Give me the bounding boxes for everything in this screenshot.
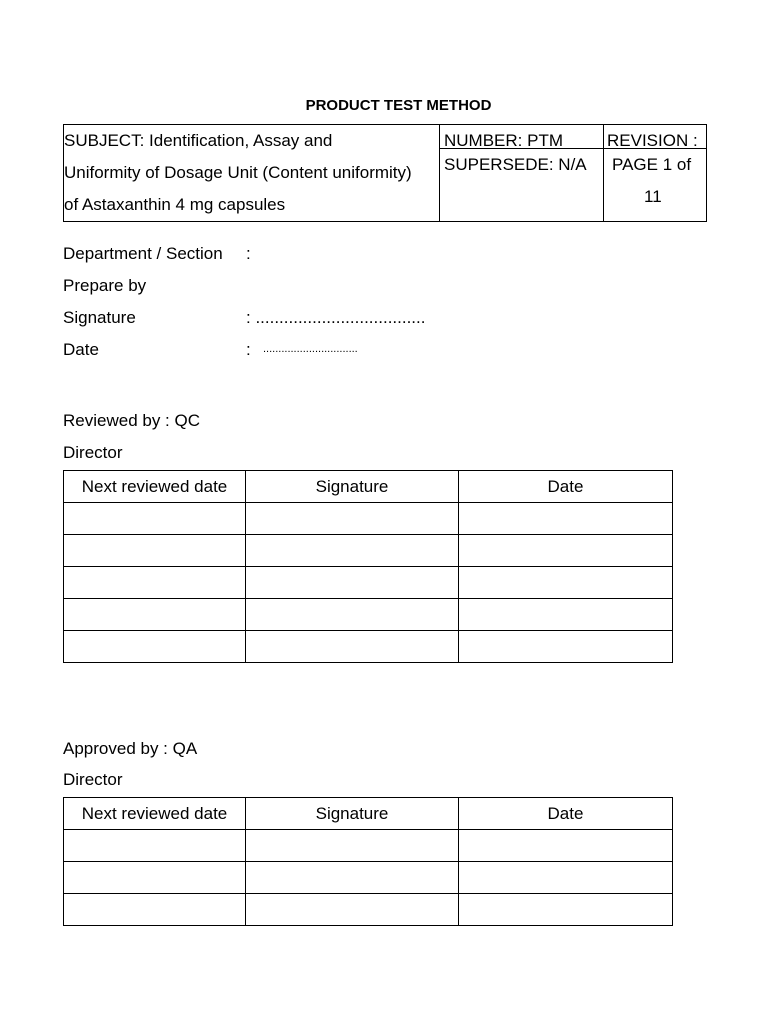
column-header: Next reviewed date [64,471,246,503]
table-cell[interactable] [246,631,459,663]
table-row [64,535,673,567]
table-cell[interactable] [64,894,246,926]
department-separator: : [246,244,251,263]
table-cell[interactable] [64,631,246,663]
document-title: PRODUCT TEST METHOD [305,97,492,114]
table-cell[interactable] [246,830,459,862]
table-cell[interactable] [64,862,246,894]
table-cell[interactable] [64,830,246,862]
signature-label: Signature [63,308,136,327]
table-cell[interactable] [459,535,673,567]
table-cell[interactable] [459,567,673,599]
header-divider [439,125,440,221]
table-cell[interactable] [459,599,673,631]
signature-line: : .................................... [246,308,426,327]
column-header: Signature [246,471,459,503]
table-cell[interactable] [246,894,459,926]
table-cell[interactable] [459,503,673,535]
subject-line-3: of Astaxanthin 4 mg capsules [64,195,286,214]
table-cell[interactable] [64,567,246,599]
column-header: Date [459,798,673,830]
table-cell[interactable] [246,567,459,599]
number-field: NUMBER: PTM [444,131,563,150]
column-header: Date [459,471,673,503]
approval-table [63,797,673,926]
table-row [64,599,673,631]
table-cell[interactable] [246,599,459,631]
approved-by-label: Approved by : QA [63,739,198,758]
table-cell[interactable] [246,535,459,567]
date-separator: : [246,340,251,359]
date-line: ............................... [263,343,358,355]
page-count-line-1: PAGE 1 of [612,155,692,174]
table-cell[interactable] [64,535,246,567]
table-row [64,567,673,599]
header-divider [603,125,604,221]
table-row [64,894,673,926]
prepare-by-label: Prepare by [63,276,147,295]
subject-line-2: Uniformity of Dosage Unit (Content uniformity) [64,163,412,182]
table-row [64,830,673,862]
table-cell[interactable] [64,503,246,535]
table-row [64,862,673,894]
subject-line-1: SUBJECT: Identification, Assay and [64,131,333,150]
table-cell[interactable] [246,862,459,894]
approved-by-role: Director [63,770,123,789]
table-cell[interactable] [459,830,673,862]
supersede-field: SUPERSEDE: N/A [444,155,587,174]
table-cell[interactable] [459,631,673,663]
date-label: Date [63,340,99,359]
table-cell[interactable] [459,894,673,926]
table-cell[interactable] [64,599,246,631]
revision-field: REVISION : [607,131,698,150]
table-cell[interactable] [246,503,459,535]
column-header: Next reviewed date [64,798,246,830]
table-row [64,503,673,535]
department-label: Department / Section [63,244,223,263]
column-header: Signature [246,798,459,830]
reviewed-by-role: Director [63,443,123,462]
table-cell[interactable] [459,862,673,894]
page-count-line-2: 11 [644,187,662,206]
header-box [63,124,707,222]
table-row [64,631,673,663]
reviewed-by-label: Reviewed by : QC [63,411,200,430]
table-header-row [64,471,673,503]
table-header-row [64,798,673,830]
review-table [63,470,673,663]
